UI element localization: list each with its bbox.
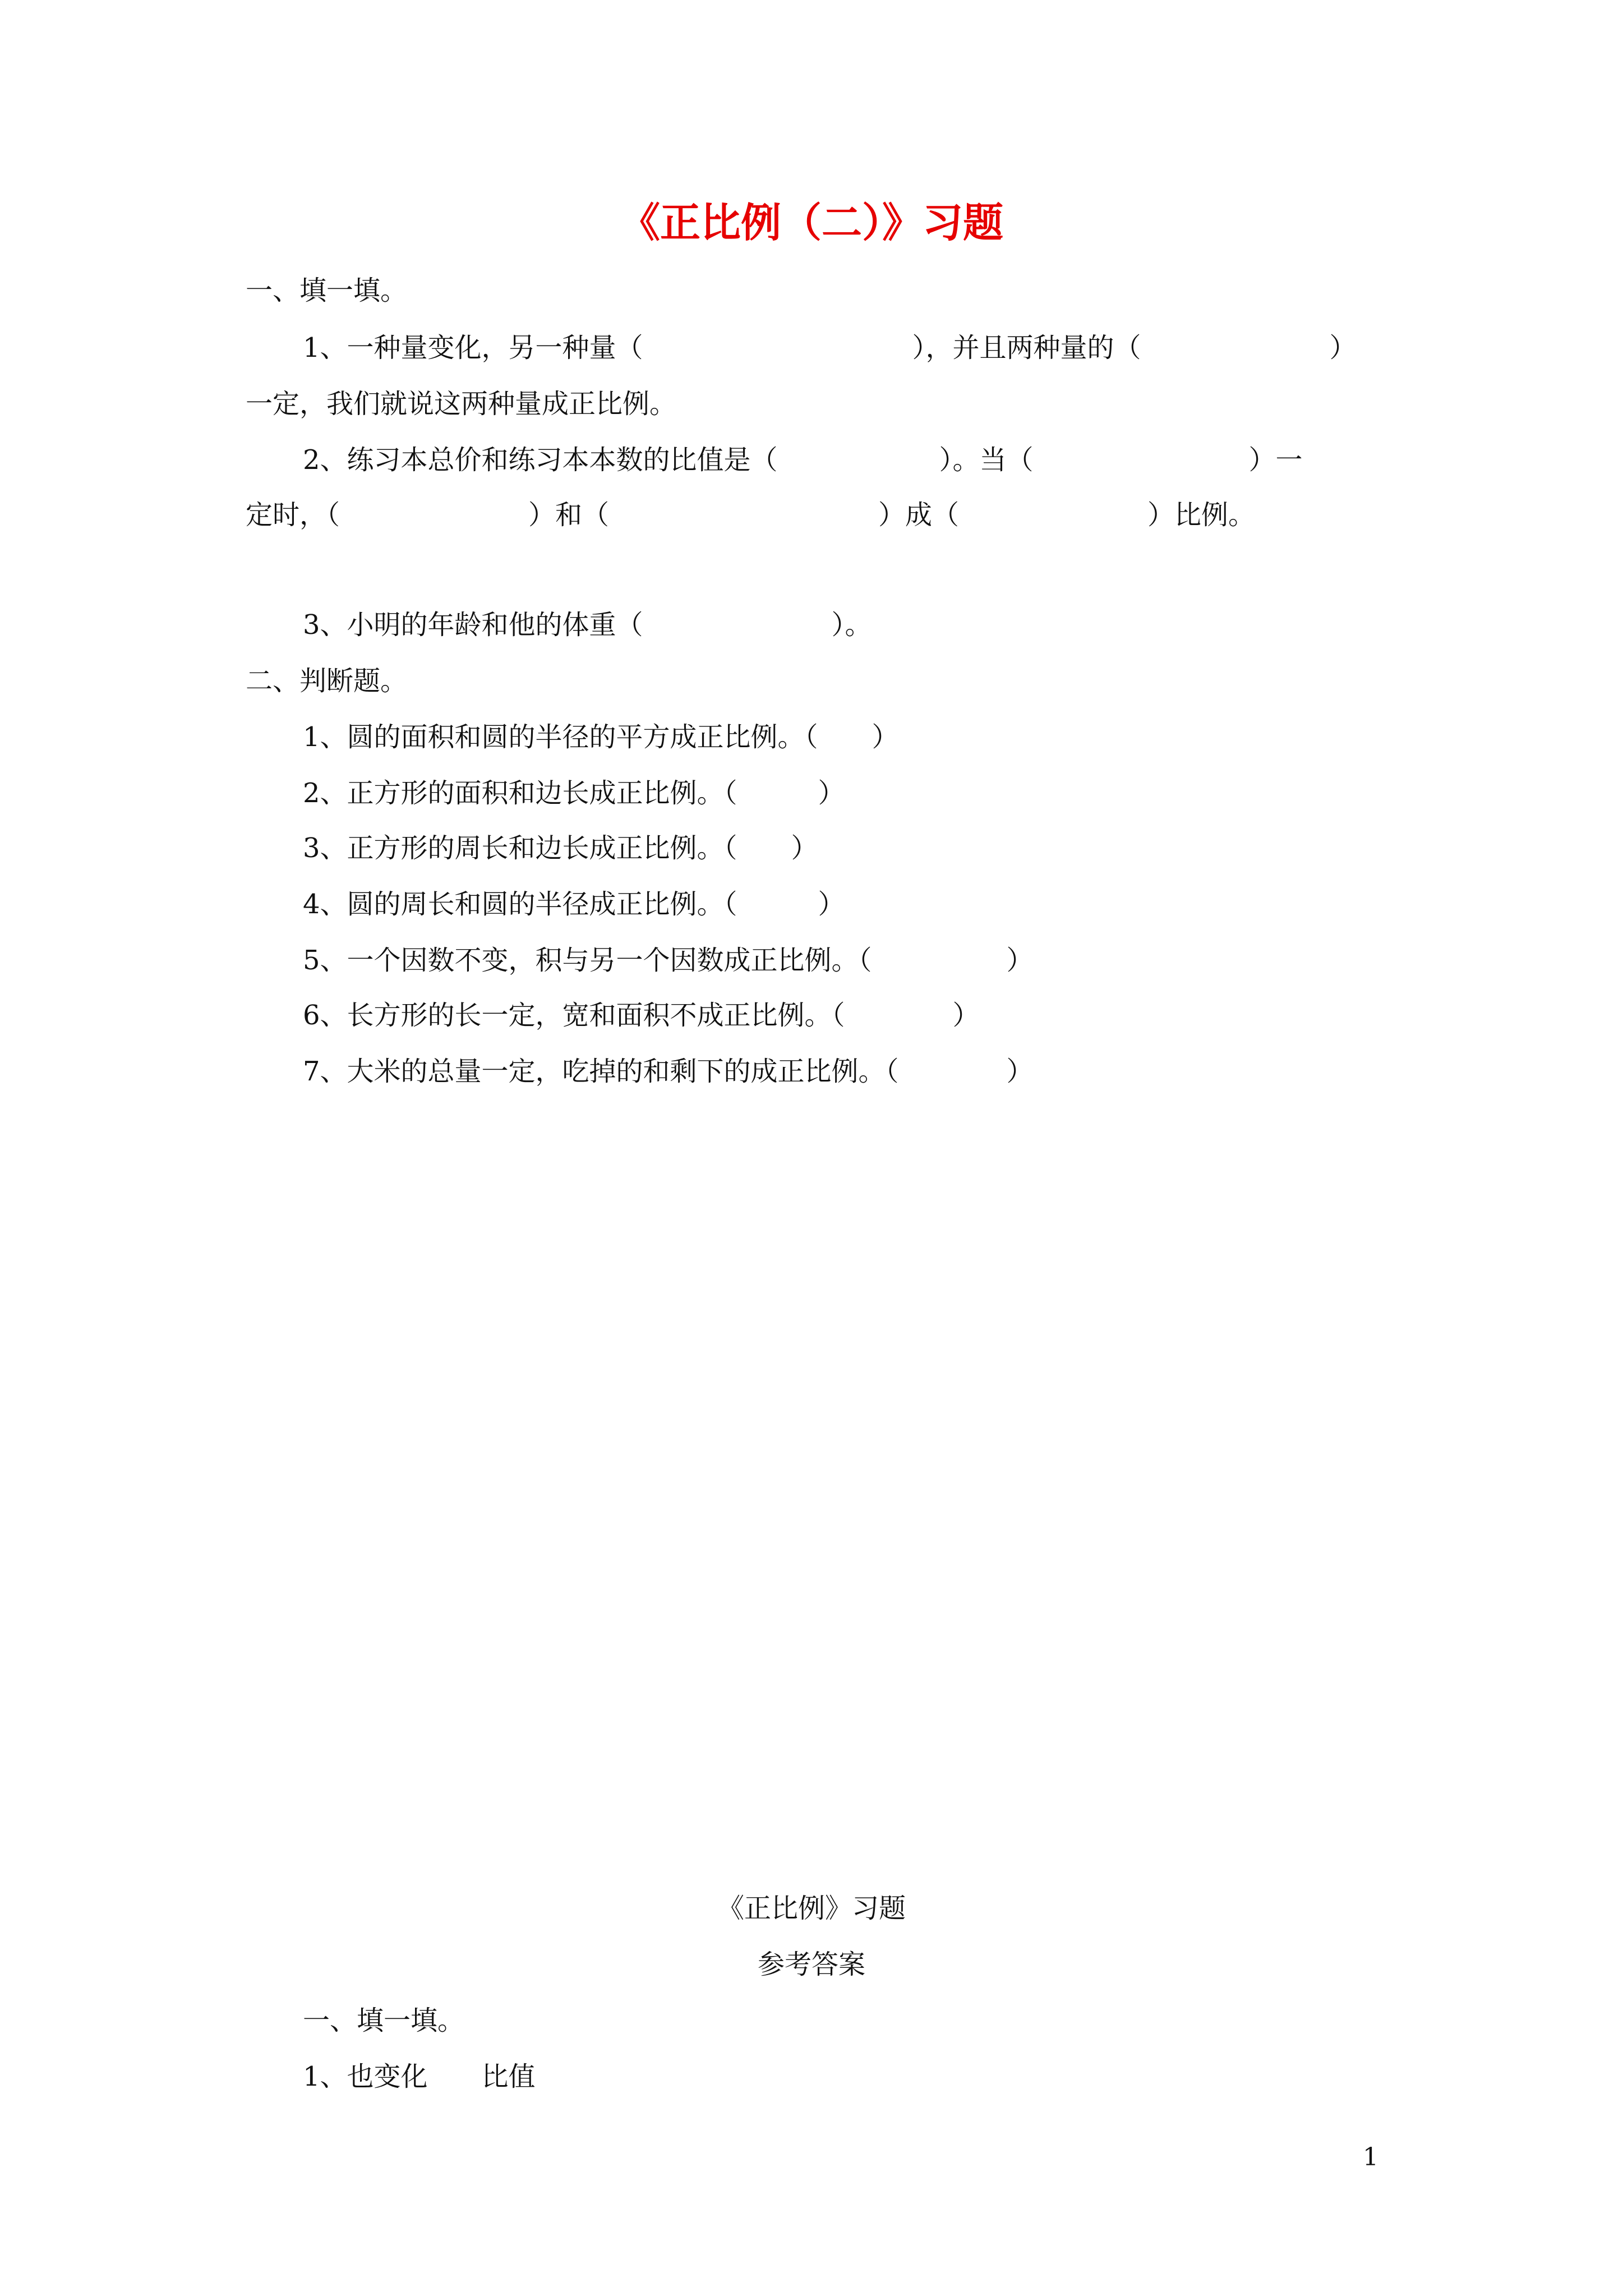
judgement-item-3: 3、正方形的周长和边长成正比例。（ ）: [303, 832, 818, 864]
section2-heading: 二、判断题。: [246, 665, 408, 697]
question-3: 3、小明的年龄和他的体重（ ）。: [303, 609, 872, 641]
judgement-item-2: 2、正方形的面积和边长成正比例。（ ）: [303, 777, 845, 809]
question-1-line-2: 一定，我们就说这两种量成正比例。: [246, 388, 677, 420]
answers-title: 《正比例》习题: [717, 1893, 906, 1924]
answer-1: 1、也变化 比值: [303, 2061, 536, 2092]
question-2-line-1: 2、练习本总价和练习本本数的比值是（ ）。当（ ）一: [303, 444, 1303, 476]
judgement-item-6: 6、长方形的长一定，宽和面积不成正比例。（ ）: [303, 1000, 980, 1031]
answers-subtitle: 参考答案: [757, 1949, 865, 1980]
judgement-item-7: 7、大米的总量一定，吃掉的和剩下的成正比例。（ ）: [303, 1056, 1034, 1087]
judgement-item-1: 1、圆的面积和圆的半径的平方成正比例。（ ）: [303, 721, 899, 753]
judgement-item-5: 5、一个因数不变，积与另一个因数成正比例。（ ）: [303, 945, 1034, 976]
question-1-line-1: 1、一种量变化，另一种量（ ），并且两种量的（ ）: [303, 332, 1357, 364]
answers-section1-heading: 一、填一填。: [303, 2005, 465, 2036]
page-number: 1: [1363, 2143, 1378, 2171]
section1-heading: 一、填一填。: [246, 275, 408, 306]
page-title: 《正比例（二）》习题: [619, 199, 1003, 246]
judgement-item-4: 4、圆的周长和圆的半径成正比例。（ ）: [303, 889, 845, 920]
question-2-line-2: 定时，（ ）和（ ）成（ ）比例。: [246, 499, 1256, 531]
